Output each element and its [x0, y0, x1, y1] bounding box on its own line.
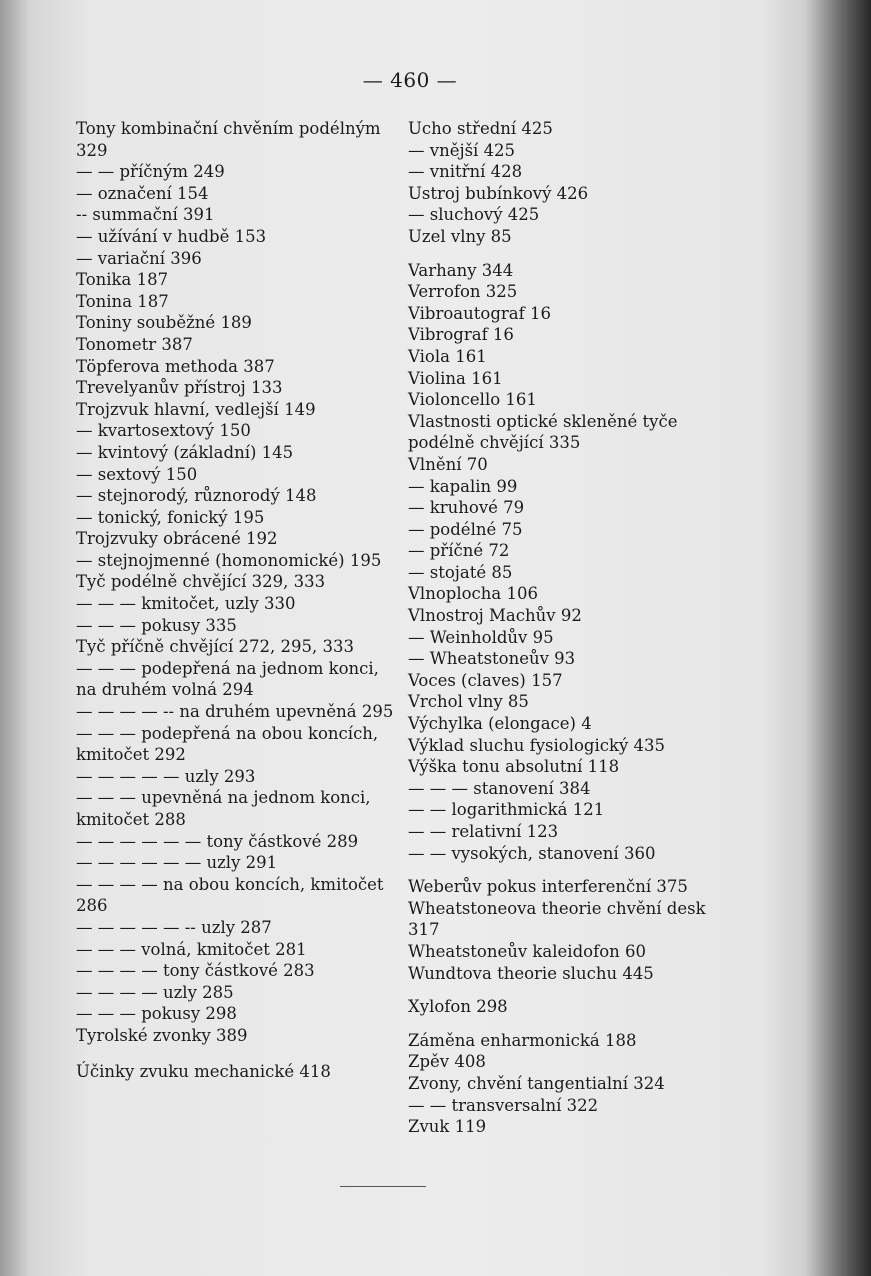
index-entry: Weberův pokus interferenční 375 — [408, 877, 688, 897]
index-entry: — — — — -- na druhém upevněná 295 — [76, 702, 394, 722]
index-entry: — — transversalní 322 — [408, 1095, 599, 1115]
index-entry: Violina 161 — [408, 368, 503, 388]
index-entry: — vnitřní 428 — [408, 162, 523, 182]
index-entry: Zvony, chvění tangentialní 324 — [408, 1073, 665, 1093]
index-entry: Xylofon 298 — [408, 997, 508, 1017]
index-entry: — stejnojmenné (homonomické) 195 — [76, 550, 382, 570]
index-entry: Tony kombinační chvěním podélným 329 — [76, 119, 381, 160]
index-entry: — užívání v hudbě 153 — [76, 226, 267, 246]
index-entry: Výklad sluchu fysiologický 435 — [408, 735, 666, 755]
index-entry: Vlnění 70 — [408, 454, 488, 474]
index-entry: Toniny souběžné 189 — [76, 313, 252, 333]
index-entry: — — logarithmická 121 — [408, 800, 605, 820]
index-entry: — příčné 72 — [408, 541, 510, 561]
index-entry: — kapalin 99 — [408, 476, 518, 496]
index-entry: — tonický, fonický 195 — [76, 507, 265, 527]
index-entry: — — — volná, kmitočet 281 — [76, 939, 307, 959]
index-entry: — sextový 150 — [76, 464, 198, 484]
index-entry: Tonometr 387 — [76, 334, 193, 354]
index-entry: — — — pokusy 298 — [76, 1004, 237, 1024]
index-entry: Vlastnosti optické skleněné tyče podélně chvějící 335 — [408, 411, 678, 453]
group-spacer — [408, 1018, 730, 1030]
index-entry: Wheatstoneova theorie chvění desk 317 — [408, 898, 706, 940]
index-entry: Vibroautograf 16 — [408, 303, 551, 323]
index-entry: Výška tonu absolutní 118 — [408, 757, 620, 777]
index-right-column — [408, 118, 730, 1138]
index-entry: Verrofon 325 — [408, 282, 518, 302]
index-entry: — — — — — — uzly 291 — [76, 853, 278, 873]
index-entry: Tyč podélně chvějící 329, 333 — [76, 572, 326, 592]
index-entry: Vlnoplocha 106 — [408, 584, 538, 604]
index-entry: Wundtova theorie sluchu 445 — [408, 963, 654, 983]
index-entry: — — — pokusy 335 — [76, 615, 237, 635]
group-spacer — [76, 1047, 402, 1061]
index-entry: -- summační 391 — [76, 205, 215, 225]
index-entry: Trojzvuk hlavní, vedlejší 149 — [76, 399, 316, 419]
index-entry: — — — — tony částkové 283 — [76, 961, 315, 981]
index-entry: — — — — — — tony částkové 289 — [76, 831, 359, 851]
group-spacer — [408, 248, 730, 260]
index-entry: — — — stanovení 384 — [408, 778, 591, 798]
index-entry: Wheatstoneův kaleidofon 60 — [408, 941, 646, 961]
index-group-v — [408, 260, 730, 865]
index-group-u-accent — [76, 1061, 402, 1083]
index-entry: Viola 161 — [408, 346, 487, 366]
index-entry: — kruhové 79 — [408, 498, 525, 518]
group-spacer — [408, 864, 730, 876]
index-entry: — sluchový 425 — [408, 205, 540, 225]
index-entry: — — — kmitočet, uzly 330 — [76, 594, 296, 614]
index-group-z — [408, 1030, 730, 1138]
index-entry: — — — podepřená na jednom konci, na druhém volná 294 — [76, 658, 379, 700]
index-entry: Tonika 187 — [76, 270, 169, 290]
index-entry: Uzel vlny 85 — [408, 226, 512, 246]
index-entry: Voces (claves) 157 — [408, 670, 563, 690]
group-spacer — [408, 984, 730, 996]
index-entry: — — — upevněná na jednom konci, kmitočet 288 — [76, 788, 371, 829]
index-entry: — kvintový (základní) 145 — [76, 442, 294, 462]
index-entry: Zvuk 119 — [408, 1117, 487, 1137]
index-entry: Varhany 344 — [408, 260, 514, 280]
index-entry: — — — — na obou koncích, kmitočet 286 — [76, 874, 384, 916]
index-entry: — variační 396 — [76, 248, 202, 268]
index-entry: Záměna enharmonická 188 — [408, 1030, 637, 1050]
index-group-u — [408, 118, 730, 248]
index-entry: Tyrolské zvonky 389 — [76, 1025, 248, 1045]
page-number: — 460 — — [362, 68, 458, 92]
index-entry: Výchylka (elongace) 4 — [408, 714, 592, 734]
index-entry: Vibrograf 16 — [408, 325, 514, 345]
index-entry: — Wheatstoneův 93 — [408, 649, 576, 669]
index-entry: Tyč příčně chvějící 272, 295, 333 — [76, 637, 354, 657]
index-group-t — [76, 118, 402, 1047]
index-entry: Tonina 187 — [76, 291, 169, 311]
index-entry: — — — — uzly 285 — [76, 982, 234, 1002]
index-entry: — — — — — uzly 293 — [76, 766, 256, 786]
index-entry: Vrchol vlny 85 — [408, 692, 529, 712]
index-entry: — — — — — -- uzly 287 — [76, 917, 272, 937]
index-group-x — [408, 996, 730, 1018]
index-group-w — [408, 876, 730, 984]
index-entry: Trevelyanův přístroj 133 — [76, 378, 283, 398]
index-entry: — kvartosextový 150 — [76, 421, 251, 441]
index-entry: — podélné 75 — [408, 519, 523, 539]
index-entry: — stojaté 85 — [408, 562, 513, 582]
index-entry: — — — podepřená na obou koncích, kmitočet 292 — [76, 723, 379, 765]
index-entry: — vnější 425 — [408, 140, 516, 160]
index-entry: Ustroj bubínkový 426 — [408, 183, 589, 203]
index-entry: Trojzvuky obrácené 192 — [76, 529, 278, 549]
index-entry: Ucho střední 425 — [408, 119, 553, 138]
index-entry: Töpferova methoda 387 — [76, 356, 275, 376]
index-entry: Vlnostroj Machův 92 — [408, 606, 582, 626]
index-entry: Účinky zvuku mechanické 418 — [76, 1061, 331, 1081]
index-entry: — stejnorodý, různorodý 148 — [76, 486, 317, 506]
index-entry: — — příčným 249 — [76, 162, 225, 182]
index-entry: — — relativní 123 — [408, 822, 559, 841]
index-entry: — označení 154 — [76, 183, 209, 203]
index-entry: — — vysokých, stanovení 360 — [408, 843, 656, 863]
bottom-rule — [340, 1186, 426, 1187]
index-left-column — [76, 118, 402, 1082]
index-entry: — Weinholdův 95 — [408, 627, 554, 647]
index-entry: Zpěv 408 — [408, 1052, 486, 1072]
index-entry: Violoncello 161 — [408, 390, 537, 410]
